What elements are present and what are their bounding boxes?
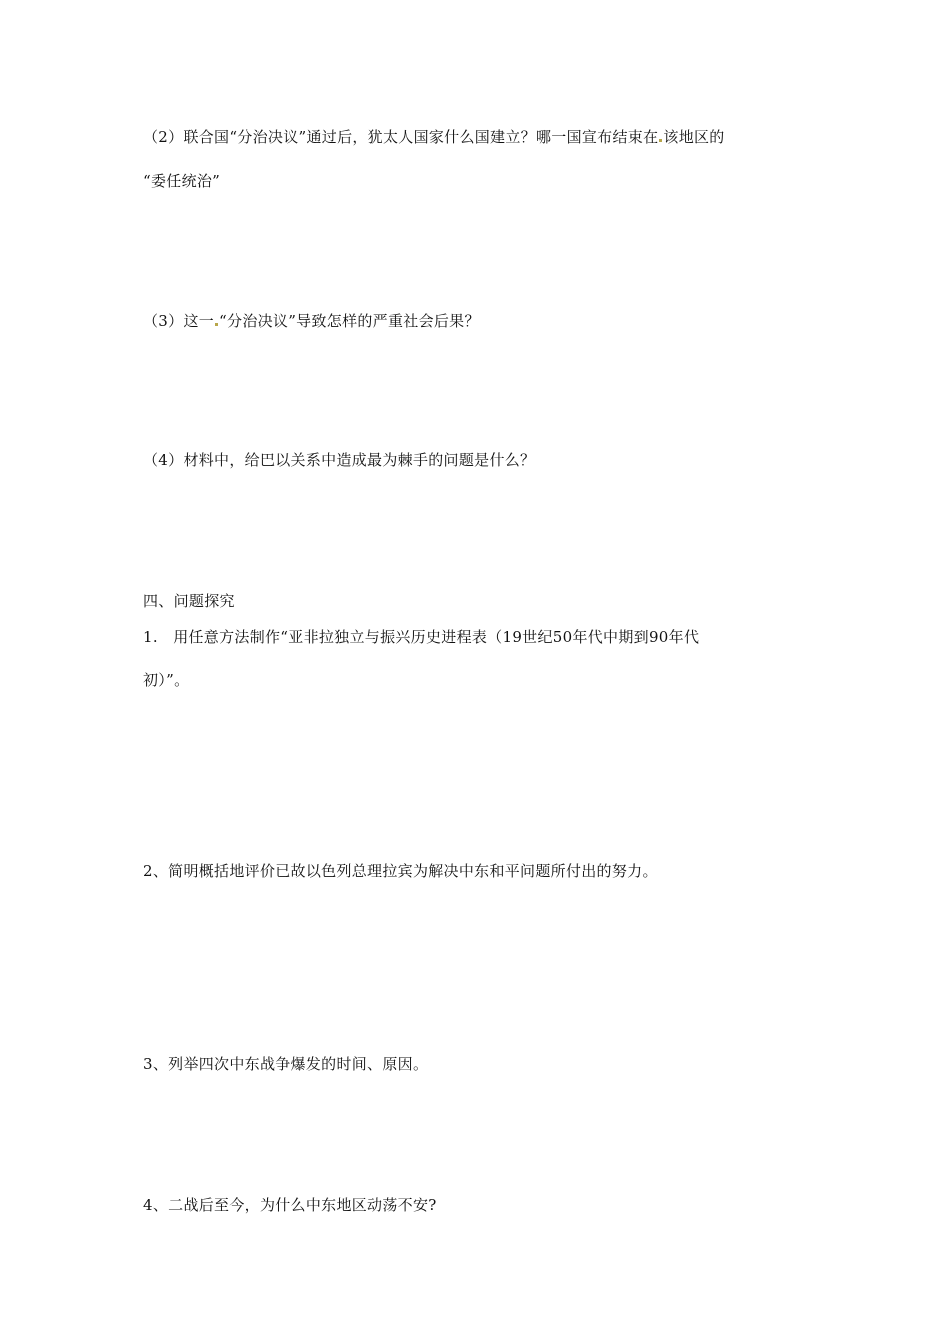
inquiry-item-1-line-2: 初）”。 bbox=[143, 671, 190, 689]
question-2-line-2: “委任统治” bbox=[143, 172, 221, 190]
question-4: （4）材料中，给巴以关系中造成最为棘手的问题是什么？ bbox=[143, 451, 536, 469]
question-2-text-b: 该地区的 bbox=[663, 128, 725, 146]
section-heading: 四、问题探究 bbox=[143, 592, 235, 610]
question-2-line-1 bbox=[143, 127, 725, 147]
highlight-mark bbox=[659, 139, 662, 142]
question-3-text-b: “分治决议”导致怎样的严重社会后果？ bbox=[219, 312, 480, 330]
inquiry-item-2: 2、简明概括地评价已故以色列总理拉宾为解决中东和平问题所付出的努力。 bbox=[143, 862, 658, 880]
question-2-text-a: （2）联合国“分治决议”通过后，犹太人国家什么国建立？哪一国宣布结束在 bbox=[143, 128, 659, 146]
inquiry-item-3: 3、列举四次中东战争爆发的时间、原因。 bbox=[143, 1055, 429, 1073]
question-3 bbox=[143, 311, 480, 331]
inquiry-item-1-line-1: 1. 用任意方法制作“亚非拉独立与振兴历史进程表（19世纪50年代中期到90年代 bbox=[143, 628, 700, 646]
inquiry-item-4: 4、二战后至今，为什么中东地区动荡不安? bbox=[143, 1196, 437, 1214]
highlight-mark bbox=[215, 323, 218, 326]
question-3-text-a: （3）这一 bbox=[143, 312, 215, 330]
